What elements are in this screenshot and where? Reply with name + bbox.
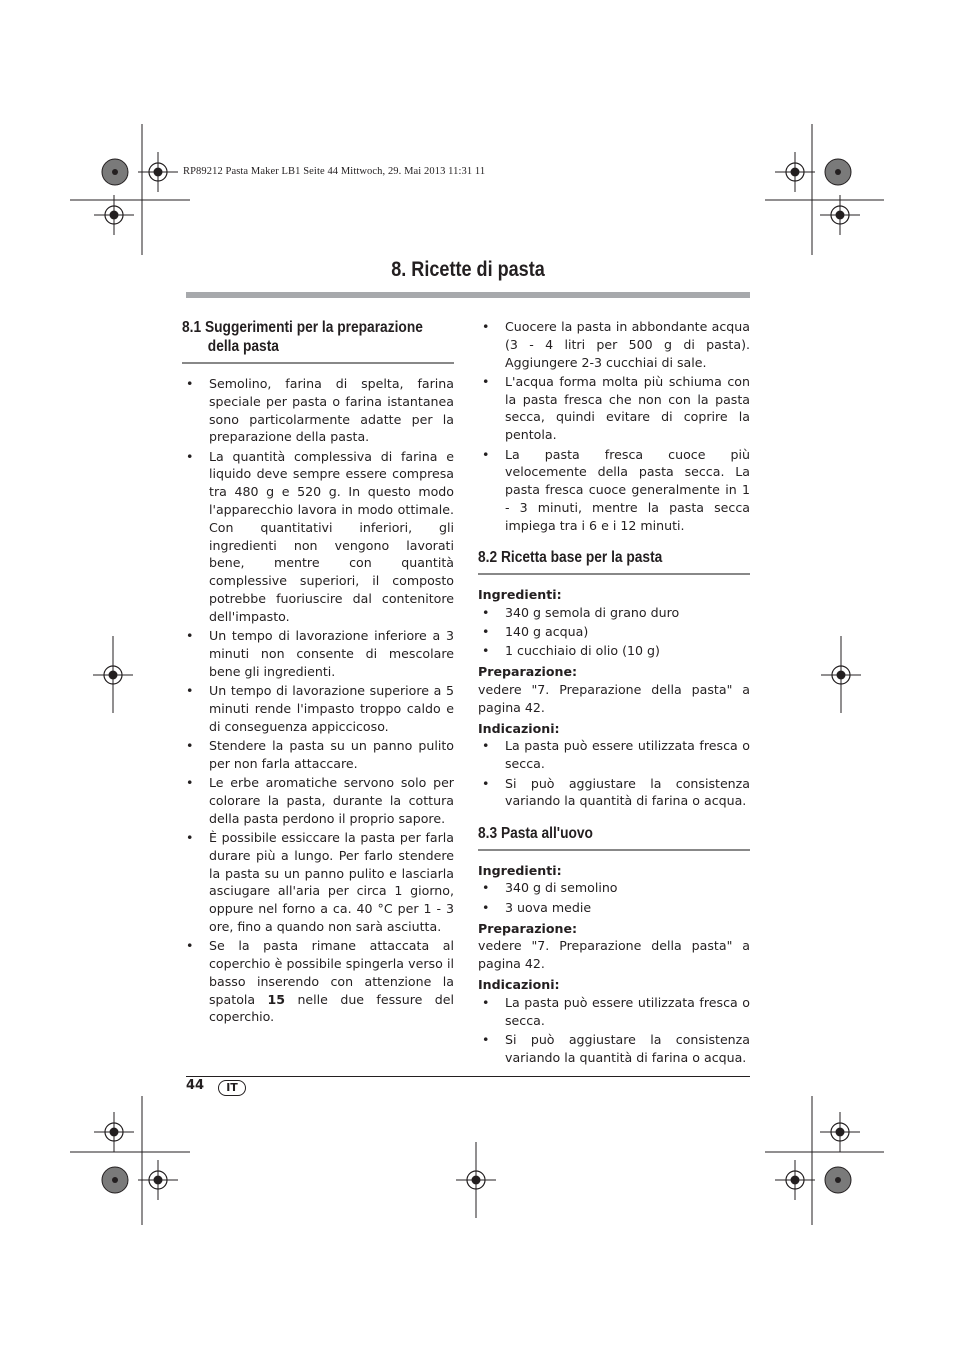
preparation-label: Preparazione: — [478, 920, 578, 936]
list-item: • Semolino, farina di spelta, farina speciale per pasta o farina istantanea sono particolarmente adatte per la preparazione della pasta. — [182, 375, 454, 446]
list-item: • 1 cucchiaio di olio (10 g) — [478, 642, 750, 660]
list-item: • È possibile essiccare la pasta per farla durare più a lungo. Per farlo stendere la pasta su un panno pulito e lasciarla asciugare all'aria per circa 1 giorno, oppure nel forno a ca. 40 °C per 1 - 3 ore, fino a quando non sarà asciutta. — [182, 829, 454, 936]
list-item: • Un tempo di lavorazione superiore a 5 minuti rende l'impasto troppo caldo e di conseguenza appiccicoso. — [182, 682, 454, 735]
list-item: • La pasta può essere utilizzata fresca o secca. — [478, 994, 750, 1030]
list-item: • Se la pasta rimane attaccata al coperchio è possibile spingerla verso il basso inserendo con attenzione la spatola 15 nelle due fessure del coperchio. — [182, 937, 454, 1026]
section-8-2-heading: 8.2 Ricetta base per la pasta — [478, 549, 663, 567]
list-item: • 340 g semola di grano duro — [478, 604, 750, 622]
registration-mark-icon — [820, 1112, 860, 1152]
list-item: • 140 g acqua) — [478, 623, 750, 641]
list-item: • 3 uova medie — [478, 899, 750, 917]
right-column — [478, 318, 750, 1068]
color-bar-icon — [102, 1167, 128, 1193]
left-column — [182, 318, 454, 1028]
ingredients-label: Ingredienti: — [478, 862, 562, 878]
color-bar-icon — [825, 1167, 851, 1193]
registration-mark-icon — [775, 1160, 815, 1200]
part-number: 15 — [267, 991, 286, 1007]
notes-list — [478, 737, 750, 810]
ingredients-list — [478, 879, 750, 916]
ingredients-list — [478, 604, 750, 660]
tips-list — [182, 375, 454, 1026]
registration-mark-icon — [138, 1160, 178, 1200]
print-slug-line: RP89212 Pasta Maker LB1 Seite 44 Mittwoch, 29. Mai 2013 11:31 11 — [183, 166, 486, 177]
cooking-tips-list — [478, 318, 750, 535]
page-number: 44 — [186, 1078, 205, 1093]
section-rule — [478, 573, 750, 575]
notes-label: Indicazioni: — [478, 976, 560, 992]
list-item: • La quantità complessiva di farina e liquido deve sempre essere compresa tra 480 g e 520 g. In questo modo l'apparecchio lavora in modo ottimale. Con quantitativi inferiori, gli ingredienti non vengono lavorati bene, mentre con quantità complessive superiori, il composto potrebbe fuoriuscire dal contenitore dell'impasto. — [182, 448, 454, 626]
registration-mark-icon — [94, 195, 134, 235]
list-item: • Cuocere la pasta in abbondante acqua (3 - 4 litri per 500 g di pasta). Aggiungere 2-3 cucchiai di sale. — [478, 318, 750, 371]
registration-mark-icon — [820, 195, 860, 235]
list-item: • La pasta fresca cuoce più velocemente della pasta secca. La pasta fresca cuoce generalmente in 1 - 3 minuti, mentre la pasta secca impiega tra i 6 e i 12 minuti. — [478, 446, 750, 535]
section-rule — [182, 362, 454, 364]
preparation-label: Preparazione: — [478, 664, 578, 680]
registration-mark-icon — [775, 152, 815, 192]
list-item: • La pasta può essere utilizzata fresca o secca. — [478, 737, 750, 773]
preparation-text: vedere "7. Preparazione della pasta" a pagina 42. — [478, 938, 750, 972]
list-item: • L'acqua forma molta più schiuma con la pasta fresca che non con la pasta secca, quindi evitare di coprire la pentola. — [478, 373, 750, 444]
list-item: • Si può aggiustare la consistenza variando la quantità di farina o acqua. — [478, 775, 750, 811]
preparation-text: vedere "7. Preparazione della pasta" a pagina 42. — [478, 682, 750, 715]
section-rule — [478, 849, 750, 851]
footer-rule — [186, 1076, 750, 1077]
section-8-1-heading: 8.1 Suggerimenti per la preparazione della pasta — [182, 319, 423, 355]
list-item: • Si può aggiustare la consistenza variando la quantità di farina o acqua. — [478, 1031, 750, 1067]
registration-mark-icon — [94, 1112, 134, 1152]
color-bar-icon — [825, 159, 851, 185]
color-bar-icon — [102, 159, 128, 185]
notes-label: Indicazioni: — [478, 720, 560, 736]
list-item: • Un tempo di lavorazione inferiore a 3 minuti non consente di mescolare bene gli ingredienti. — [182, 627, 454, 680]
list-item: • Stendere la pasta su un panno pulito per non farla attaccare. — [182, 737, 454, 773]
language-badge: IT — [218, 1080, 246, 1096]
ingredients-label: Ingredienti: — [478, 587, 562, 603]
section-8-3-heading: 8.3 Pasta all'uovo — [478, 824, 593, 842]
title-rule — [186, 292, 750, 298]
notes-list — [478, 994, 750, 1067]
page-title: 8. Ricette di pasta — [391, 258, 545, 281]
list-item: • Le erbe aromatiche servono solo per colorare la pasta, durante la cottura della pasta perdono il proprio sapore. — [182, 774, 454, 827]
registration-mark-icon — [138, 152, 178, 192]
list-item: • 340 g di semolino — [478, 879, 750, 897]
